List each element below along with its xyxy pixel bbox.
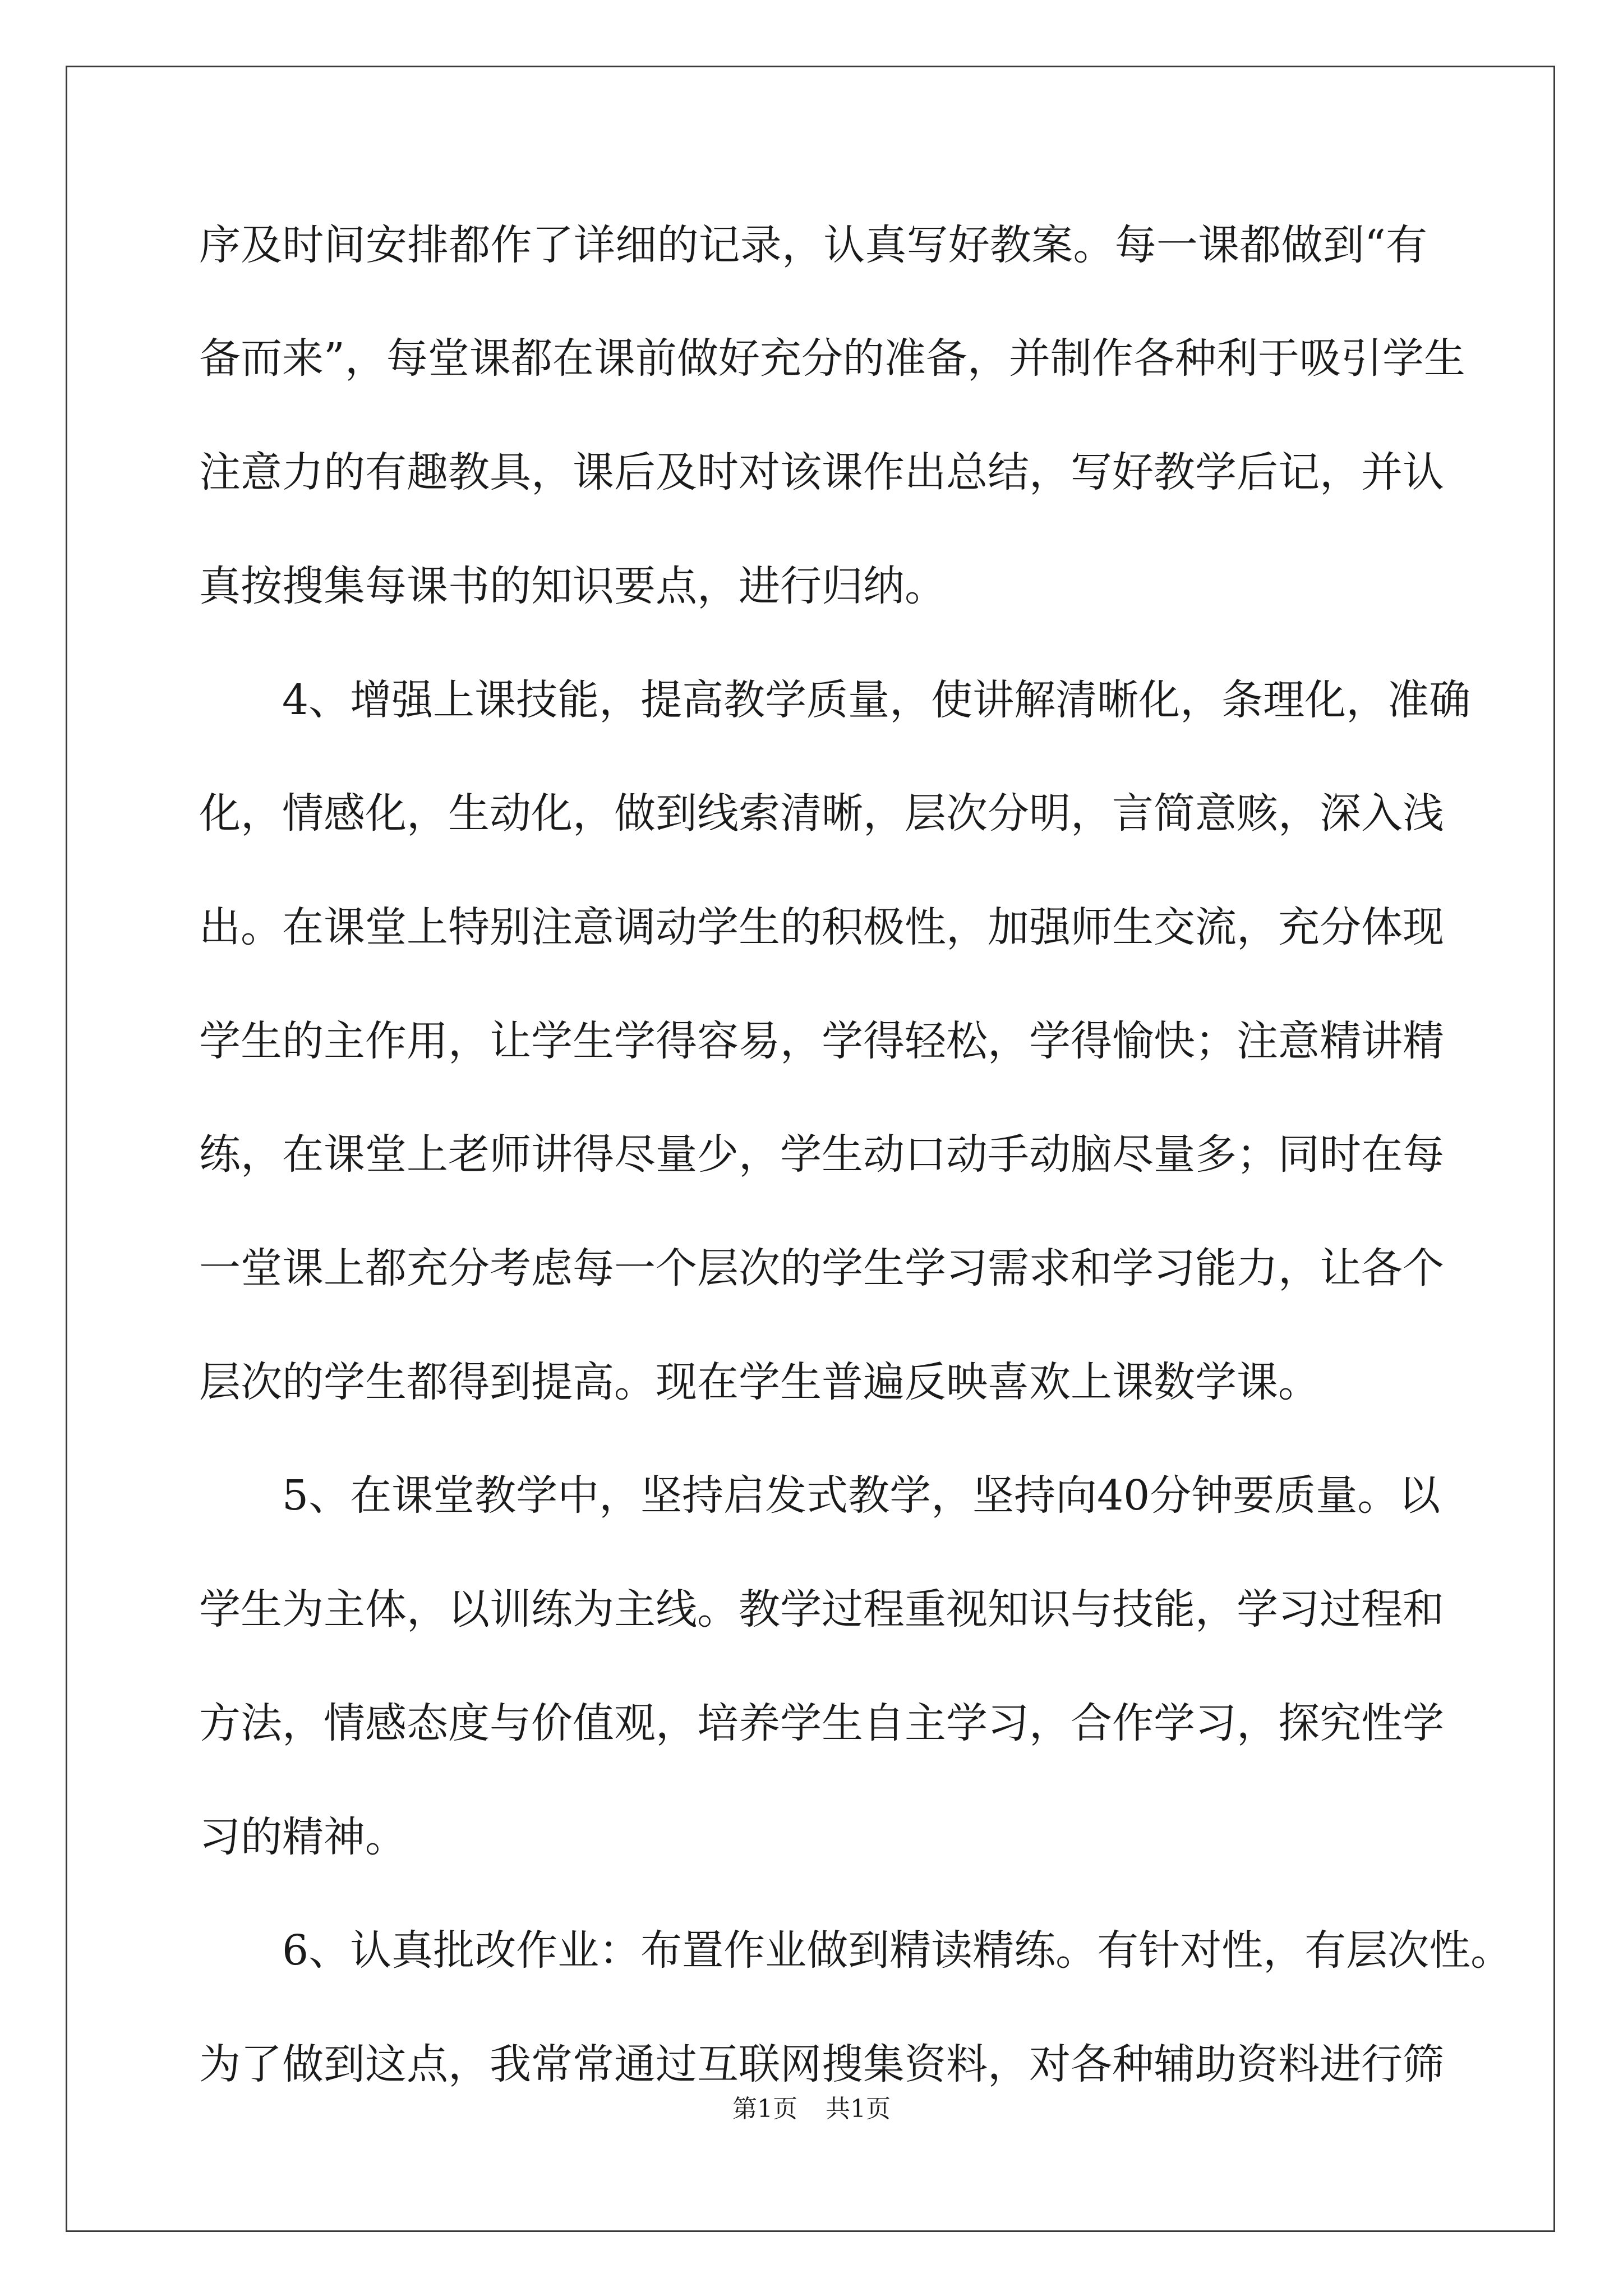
page-number: 第1页 [732, 2095, 797, 2123]
paragraph-line: 学生为主体，以训练为主线。教学过程重视知识与技能，学习过程和 [199, 1585, 1444, 1634]
paragraph-line: 6、认真批改作业：布置作业做到精读精练。有针对性，有层次性。 [199, 1926, 1513, 1975]
paragraph-line: 学生的主作用，让学生学得容易，学得轻松，学得愉快；注意精讲精 [199, 1017, 1444, 1065]
paragraph-line: 5、在课堂教学中，坚持启发式教学，坚持向40分钟要质量。以 [199, 1471, 1441, 1520]
page-footer [0, 2092, 1623, 2126]
paragraph-line: 层次的学生都得到提高。现在学生普遍反映喜欢上课数学课。 [199, 1358, 1320, 1406]
paragraph-line: 出。在课堂上特别注意调动学生的积极性，加强师生交流，充分体现 [199, 903, 1444, 951]
paragraph-line: 练，在课堂上老师讲得尽量少，学生动口动手动脑尽量多；同时在每 [199, 1130, 1444, 1179]
paragraph-line: 4、增强上课技能，提高教学质量，使讲解清晰化，条理化，准确 [199, 676, 1471, 724]
paragraph-line: 一堂课上都充分考虑每一个层次的学生学习需求和学习能力，让各个 [199, 1244, 1444, 1292]
page-total: 共1页 [826, 2095, 891, 2123]
paragraph-line: 化，情感化，生动化，做到线索清晰，层次分明，言简意赅，深入浅 [199, 789, 1444, 838]
paragraph-line: 备而来”，每堂课都在课前做好充分的准备，并制作各种利于吸引学生 [199, 334, 1465, 383]
paragraph-line: 序及时间安排都作了详细的记录，认真写好教案。每一课都做到“有 [199, 221, 1427, 269]
paragraph-line: 为了做到这点，我常常通过互联网搜集资料，对各种辅助资料进行筛 [199, 2040, 1444, 2088]
paragraph-line: 方法，情感态度与价值观，培养学生自主学习，合作学习，探究性学 [199, 1699, 1444, 1747]
paragraph-line: 真按搜集每课书的知识要点，进行归纳。 [199, 562, 946, 610]
paragraph-line: 习的精神。 [199, 1813, 407, 1861]
paragraph-line: 注意力的有趣教具，课后及时对该课作出总结，写好教学后记，并认 [199, 448, 1444, 496]
